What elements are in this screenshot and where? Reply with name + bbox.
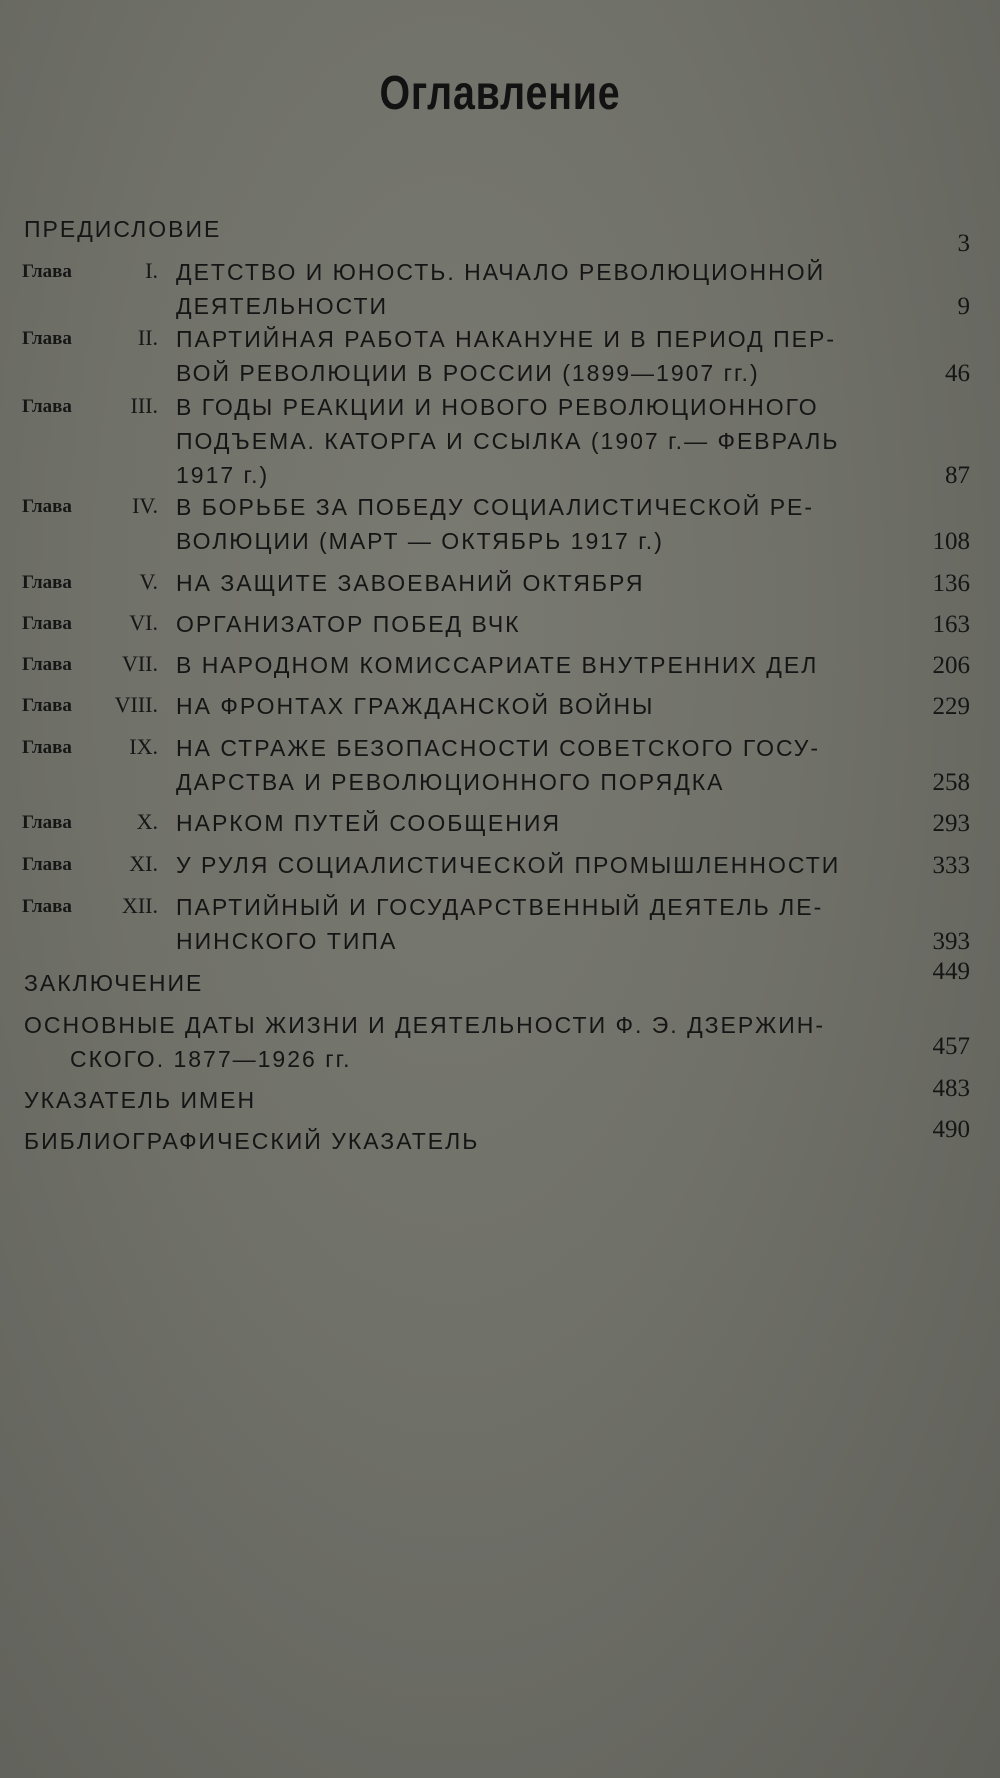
entry-title bbox=[176, 648, 886, 682]
page-number: 490 bbox=[932, 1116, 970, 1143]
chapter-label: Глава bbox=[22, 328, 72, 349]
chapter-label: Глава bbox=[22, 737, 72, 758]
chapter-number: XI. bbox=[129, 851, 158, 876]
entry-title bbox=[176, 607, 886, 641]
chapter-label: Глава bbox=[22, 396, 72, 417]
page-number: 9 bbox=[957, 293, 970, 320]
entry-title-line: НА СТРАЖЕ БЕЗОПАСНОСТИ СОВЕТСКОГО ГОСУ- bbox=[176, 735, 821, 761]
entry-title-line: В БОРЬБЕ ЗА ПОБЕДУ СОЦИАЛИСТИЧЕСКОЙ РЕ- bbox=[176, 494, 815, 520]
page-number: 46 bbox=[945, 360, 970, 387]
page-number: 206 bbox=[932, 652, 970, 679]
entry-title-line: НИНСКОГО ТИПА bbox=[176, 928, 398, 954]
entry-title bbox=[176, 255, 886, 323]
chapter-label: Глава bbox=[22, 812, 72, 833]
chapter-number: IX. bbox=[129, 734, 158, 759]
entry-title-line: ПОДЪЕМА. КАТОРГА И ССЫЛКА (1907 г.— ФЕВРАЛЬ bbox=[176, 428, 840, 454]
entry-title-line: УКАЗАТЕЛЬ ИМЕН bbox=[24, 1087, 257, 1113]
entry-title-line: ЗАКЛЮЧЕНИЕ bbox=[24, 970, 204, 996]
chapter-label: Глава bbox=[22, 496, 72, 517]
entry-title-line: ДЕЯТЕЛЬНОСТИ bbox=[176, 293, 389, 319]
entry-title-line: НА ФРОНТАХ ГРАЖДАНСКОЙ ВОЙНЫ bbox=[176, 693, 655, 719]
entry-title bbox=[176, 890, 886, 958]
page-number: 333 bbox=[932, 852, 970, 879]
chapter-number: IV. bbox=[132, 493, 158, 518]
entry-title-line: 1917 г.) bbox=[176, 462, 270, 488]
page-number: 229 bbox=[932, 693, 970, 720]
entry-title bbox=[176, 322, 886, 390]
chapter-number: III. bbox=[130, 393, 158, 418]
chapter-label: Глава bbox=[22, 896, 72, 917]
entry-title-line: ДЕТСТВО И ЮНОСТЬ. НАЧАЛО РЕВОЛЮЦИОННОЙ bbox=[176, 259, 826, 285]
chapter-number: I. bbox=[145, 258, 158, 283]
chapter-label: Глава bbox=[22, 854, 72, 875]
entry-title-line: СКОГО. 1877—1926 гг. bbox=[70, 1046, 352, 1072]
chapter-label: Глава bbox=[22, 654, 72, 675]
chapter-number: XII. bbox=[121, 893, 158, 918]
page-number: 393 bbox=[932, 928, 970, 955]
page-number: 163 bbox=[932, 611, 970, 638]
chapter-label: Глава bbox=[22, 261, 72, 282]
page-number: 136 bbox=[932, 570, 970, 597]
entry-title bbox=[24, 966, 884, 1000]
entry-title-line: ПАРТИЙНАЯ РАБОТА НАКАНУНЕ И В ПЕРИОД ПЕР- bbox=[176, 326, 836, 352]
entry-title bbox=[176, 806, 886, 840]
chapter-number: VIII. bbox=[114, 692, 158, 717]
chapter-label: Глава bbox=[22, 572, 72, 593]
entry-title-line: НАРКОМ ПУТЕЙ СООБЩЕНИЯ bbox=[176, 810, 561, 836]
entry-title bbox=[176, 490, 886, 558]
entry-title bbox=[176, 390, 886, 492]
entry-title-line: ОРГАНИЗАТОР ПОБЕД ВЧК bbox=[176, 611, 521, 637]
chapter-number: II. bbox=[137, 325, 158, 350]
entry-title bbox=[24, 1083, 884, 1117]
entry-title-line: ВОЙ РЕВОЛЮЦИИ В РОССИИ (1899—1907 гг.) bbox=[176, 360, 760, 386]
entry-title-line: НА ЗАЩИТЕ ЗАВОЕВАНИЙ ОКТЯБРЯ bbox=[176, 570, 645, 596]
chapter-number: V. bbox=[139, 569, 158, 594]
entry-title-line: В ГОДЫ РЕАКЦИИ И НОВОГО РЕВОЛЮЦИОННОГО bbox=[176, 394, 819, 420]
page-number: 258 bbox=[932, 769, 970, 796]
page-number: 483 bbox=[932, 1075, 970, 1102]
entry-title bbox=[24, 1008, 884, 1076]
entry-title bbox=[176, 566, 886, 600]
entry-title-line: ОСНОВНЫЕ ДАТЫ ЖИЗНИ И ДЕЯТЕЛЬНОСТИ Ф. Э. ДЗЕРЖИН- bbox=[24, 1012, 826, 1038]
page-number: 108 bbox=[932, 528, 970, 555]
entry-title-line: У РУЛЯ СОЦИАЛИСТИЧЕСКОЙ ПРОМЫШЛЕННОСТИ bbox=[176, 852, 841, 878]
chapter-number: VI. bbox=[129, 610, 158, 635]
page-number: 3 bbox=[957, 230, 970, 257]
entry-title-line: ДАРСТВА И РЕВОЛЮЦИОННОГО ПОРЯДКА bbox=[176, 769, 725, 795]
chapter-label: Глава bbox=[22, 695, 72, 716]
chapter-label: Глава bbox=[22, 613, 72, 634]
entry-title bbox=[176, 689, 886, 723]
entry-title-line: ПРЕДИСЛОВИЕ bbox=[24, 216, 222, 242]
entry-title-line: В НАРОДНОМ КОМИССАРИАТЕ ВНУТРЕННИХ ДЕЛ bbox=[176, 652, 819, 678]
entry-title-line: ПАРТИЙНЫЙ И ГОСУДАРСТВЕННЫЙ ДЕЯТЕЛЬ ЛЕ- bbox=[176, 894, 824, 920]
entry-title bbox=[176, 848, 886, 882]
chapter-number: VII. bbox=[121, 651, 158, 676]
page-title: Оглавление bbox=[379, 67, 621, 120]
entry-title bbox=[176, 731, 886, 799]
page-number: 293 bbox=[932, 810, 970, 837]
chapter-number: X. bbox=[136, 809, 158, 834]
entry-title-line: ВОЛЮЦИИ (МАРТ — ОКТЯБРЬ 1917 г.) bbox=[176, 528, 664, 554]
page-number: 449 bbox=[932, 958, 970, 985]
entry-title-line: БИБЛИОГРАФИЧЕСКИЙ УКАЗАТЕЛЬ bbox=[24, 1128, 480, 1154]
page-number: 457 bbox=[932, 1033, 970, 1060]
page-number: 87 bbox=[945, 462, 970, 489]
entry-title bbox=[24, 1124, 884, 1158]
entry-title bbox=[24, 212, 884, 246]
